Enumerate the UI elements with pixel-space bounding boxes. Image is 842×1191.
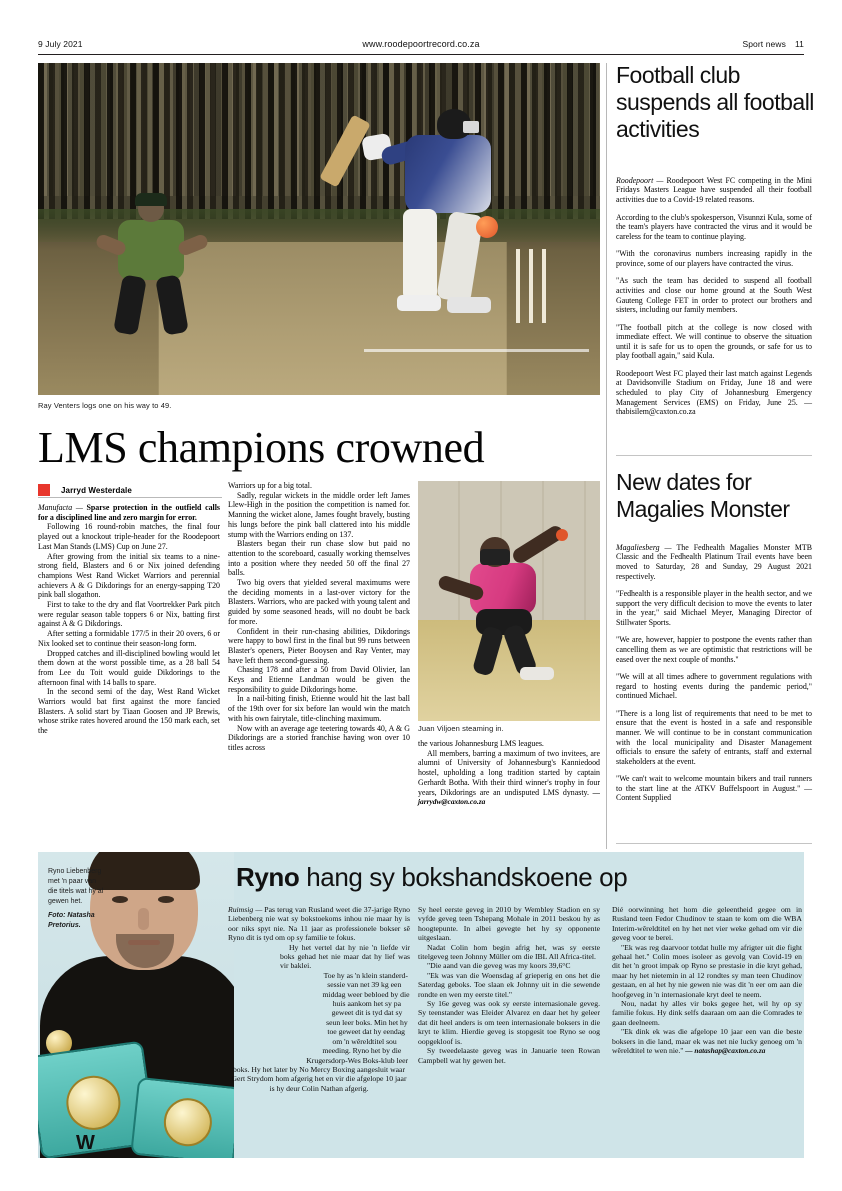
photo-batsman-figure	[341, 109, 531, 359]
paragraph: "Ek was van die Woensdag af grieperig en ons het die Saterdag geboks. Toe slaan ek Johnny uit in die sewende rondte en wen my eerste titel."	[418, 970, 600, 999]
ryno-column-1	[228, 905, 410, 1093]
paragraph: Dié oorwinning het hom die geleentheid gegee om in Rusland teen Fedor Chudinov te staan te kom om die WBA Interim-wêreldtitel en hy het net vier weke gehad om vir die geveg voor te berei.	[612, 905, 802, 943]
paragraph: Sy tweedelaaste geveg was in Januarie teen Rowan Campbell wat hy gewen het.	[418, 1046, 600, 1065]
paragraph: "We are, however, happier to postpone the events rather than cancelling them as we are optimistic that restrictions will be eased over the next couple of months."	[616, 635, 812, 664]
article-column-1	[38, 503, 220, 736]
paragraph: Warriors up for a big total.	[228, 481, 312, 490]
article-column-3	[418, 739, 600, 807]
ryno-photo-hair	[88, 852, 200, 890]
photo-stumps	[516, 249, 550, 323]
paragraph: After setting a formidable 177/5 in their 20 overs, 6 or Nix looked set to continue their season-long form.	[38, 629, 220, 648]
photo-fielder-figure	[94, 196, 214, 361]
page-masthead	[38, 33, 804, 55]
paragraph: Following 16 round-robin matches, the final four played out a knockout triple-header for the Roodepoort Last Man Stands (LMS) Cup on June 27.	[38, 522, 220, 551]
rail-divider	[606, 63, 607, 849]
masthead-rule	[38, 54, 804, 55]
cricket-bowler-photo	[418, 481, 600, 721]
championship-belt-2	[130, 1077, 234, 1158]
ryno-headline	[236, 862, 716, 892]
photo-cricket-ball	[476, 216, 498, 238]
paragraph: Roodepoort — Roodepoort West FC competing in the Mini Fridays Masters League have suspended all their football activities due to a Covid-19 related reasons.	[616, 175, 812, 205]
rail-separator-rule-2	[616, 843, 812, 844]
dateline: Roodepoort —	[616, 175, 667, 185]
paragraph: In the second semi of the day, West Rand Wicket Warriors would bat first against the more fancied Blasters. A solid start by Tiaan Goosen and JP Brewis, whose strike rates hovered around the 150 mark each, set the	[38, 687, 220, 736]
paragraph: the various Johannesburg LMS leagues.	[418, 739, 544, 748]
paragraph: First to take to the dry and flat Voortrekker Park pitch were regular season table toppers 6 or Nix, batting first against A & G Dikdorings.	[38, 600, 220, 629]
paragraph: Toe hy as 'n klein standerd-sessie van net 39 kg een middag weer bebloed by die huis aankom het sy pa geweet dit is tyd dat sy seun leer boks. Min het hy toe geweet dat hy eendag om 'n wêreldtitel sou meeding. Ryno het by die Krugersdorp-Wes Boks-klub leer boks. Hy het later by No Mercy Boxing aangesluit waar Gert Strydom hom afgerig het en vir die afgelope 10 jaar is hy deur Colin Nathan afgerig.	[231, 970, 410, 1093]
photo-wrap-spacer-2	[280, 971, 350, 1057]
paragraph: In a nail-biting finish, Etienne would hit the last ball of the 19th over for six before Ian would win the match with his own fairytale, title-clinching maximum.	[228, 694, 410, 723]
byline-author: Jarryd Westerdale	[61, 485, 132, 495]
football-story-body	[616, 168, 812, 425]
story-signoff: — thabisilem@caxton.co.za	[616, 397, 812, 417]
photo-wrap-spacer	[228, 943, 280, 973]
rail-separator-rule	[616, 455, 812, 456]
paragraph: "With the coronavirus numbers increasing rapidly in the province, some of our players have contracted the virus.	[616, 249, 812, 268]
magalies-story-headline: New dates for Magalies Monster	[616, 469, 790, 522]
ryno-column-2	[418, 905, 600, 1065]
byline-rule	[38, 497, 222, 498]
paragraph: Magaliesberg — The Fedhealth Magalies Monster MTB Classic and the Fedhealth Platinum Trail events have been moved to Saturday, 28 and Sunday, 29 August 2021 respectively.	[616, 542, 812, 581]
paragraph: "Die aand van die geveg was my koors 39,6°C	[427, 961, 571, 971]
paragraph: Hy het vertel dat hy nie 'n liefde vir boks gehad het nie maar dat hy lief was vir baklei.	[228, 943, 410, 971]
paragraph: Blasters began their run chase slow but paid no attention to the scoreboard, casually working themselves into a position where they needed 50 off the final 27 balls.	[228, 539, 410, 578]
paragraph: Sy heel eerste geveg in 2010 by Wembley Stadion en sy vyfde geveg teen Tshepang Mohale in 2011 beskou hy as hoogtepunte. In albei gevegte het hy sy opponente uitgeslaan.	[418, 905, 600, 943]
paragraph: Nadat Colin hom begin afrig het, was sy eerste titelgeveg teen Johnny Müller om die IBL All Africa-titel.	[418, 942, 600, 962]
ryno-photo-credit: Foto: Natasha Pretorius.	[48, 912, 95, 929]
paragraph: Two big overs that yielded several maximums were the deciding moments in a last-over victory for the Blasters. Warriors, who are packed with young talent and guided by some seasoned heads, will no doubt be back for more.	[228, 578, 410, 626]
photo-bowler-figure	[424, 527, 596, 677]
cricket-batsman-photo	[38, 63, 600, 395]
paragraph: Confident in their run-chasing abilities, Dikdorings were happy to bowl first in the final but 99 runs between Blaster's openers, Pieter Booysen and Ray Venter, may have left them second-guessing.	[228, 626, 410, 665]
paragraph: Manufacta — Sparse protection in the outfield calls for a disciplined line and zero margin for error.	[38, 503, 220, 522]
ryno-photo-caption	[48, 867, 104, 931]
byline-marker-square	[38, 484, 50, 496]
masthead-website: www.roodepoortrecord.co.za	[362, 39, 480, 49]
dateline: Manufacta —	[38, 503, 87, 512]
paragraph: "We will at all times adhere to government regulations with regard to hosting events during the pandemic period," continued Michael.	[616, 672, 812, 701]
photo-crease-line	[364, 349, 589, 352]
paragraph: All members, barring a maximum of two invitees, are alumni of University of Johannesburg's Kanniedood hostel, upholding a long tradition started by captain Gerhardt Botha. With their third winner's trophy in four years, Dikdorings are an undisputed LMS dynasty. — jarrydw@caxton.co.za	[418, 748, 600, 807]
ryno-column-3	[612, 905, 802, 1056]
paragraph: Nou, nadat hy alles vir boks gegee het, wil hy op sy familie fokus. Hy dink selfs daaraan om aan die Comrades te gaan deelneem.	[612, 999, 802, 1027]
paragraph: "There is a long list of requirements that need to be met to ensure that the event is hosted in a safe and responsible manner. We will continue to be in constant communication with the local municipality and Disaster Management officials to ensure the safety of entrants, staff and external stakeholders at the event.	[616, 708, 812, 766]
football-story-headline: Football club suspends all football activities	[616, 62, 814, 142]
paragraph: Sadly, regular wickets in the middle order left James Llew-High in the position the competition is named for. Manning the wicket alone, James fought bravely, busting his lungs before the pink ball clattered into his middle stump with the Warriors ending on 137.	[228, 490, 410, 539]
paragraph: "We can't wait to welcome mountain bikers and trail runners to the start line at the ATKV Buffelspoort in August." — Content Supplied	[616, 774, 812, 803]
paragraph: After growing from the initial six teams to a nine-strong field, Blasters and 6 or Nix joined defending champions West Rand Wicket Warriors and perennial achievers A & G Dikdorings for an energy-sapping T20 pink ball slogathon.	[38, 551, 220, 600]
dateline: Ruimsig —	[228, 905, 265, 914]
paragraph: "Fedhealth is a responsible player in the health sector, and we support the very difficult decision to move the events to later in the year," said Michael Meyer, Managing Director of Stillwater Sports.	[616, 589, 812, 627]
paragraph: Dropped catches and ill-disciplined bowling would let them down at the worst possible time, as a 28 ball 54 from Lee du Toit would guide Dikdorings to the afternoon final with 14 balls to spare.	[38, 648, 220, 687]
paragraph: "The football pitch at the college is now closed with immediate effect. We will continue to observe the situation until it is safe for us to open the grounds, or safe for us to play football again," said Kula.	[616, 322, 812, 361]
cricket-photo-caption: Ray Venters logs one on his way to 49.	[38, 401, 172, 410]
paragraph: According to the club's spokesperson, Visunnzi Kula, some of the team's players have contracted the virus and it would be careless for the team to continue playing.	[616, 212, 812, 241]
paragraph: "Ek dink ek was die afgelope 10 jaar een van die beste boksers in die land, maar ek was net nie lucky genoeg om 'n wêreldtitel te wen nie." — natashap@caxton.co.za	[612, 1027, 802, 1056]
story-signoff: — Content Supplied	[616, 783, 812, 803]
story-signoff: — jarrydw@caxton.co.za	[418, 787, 600, 807]
ryno-headline-bold: Ryno	[236, 862, 300, 892]
paragraph: "Ek was reg daarvoor totdat hulle my afrigter uit die fight gehaal het." Colin moes isoleer as gevolg van Covid-19 en dit het 'n groot impak op Ryno se prestasie in die kryt gehad, maar hy het nietemin in al 12 rondtes sy man teen Chudinov gestaan, en al het hy nie gewen nie was dit 'n eer om aan die hoofgeveg in 'n internasionale kryt deel te neem.	[612, 942, 802, 999]
paragraph: Sy 16e geveg was ook sy eerste internasionale geveg. Sy teenstander was Eleider Alvarez en daar het hy geleer dat dit heel anders is om teen internasionale boksers in die kryt te klim. Hierdie geveg is stopgesit toe Ryno se oog oopgekloof is.	[418, 999, 600, 1046]
bowler-photo-caption: Juan Viljoen steaming in.	[418, 724, 504, 733]
magalies-story-body	[616, 535, 812, 811]
paragraph: Now with an average age teetering towards 40, A & G Dikdorings are a storied franchise having won over 10 titles across	[228, 723, 410, 752]
dateline: Magaliesberg —	[616, 542, 677, 552]
masthead-section: Sport news	[742, 39, 786, 49]
ryno-caption-text: Ryno Liebenberg met 'n paar van die titels wat hy al gewen het.	[48, 868, 104, 905]
page-title: LMS champions crowned	[38, 423, 485, 472]
ryno-headline-rest: hang sy bokshandskoene op	[299, 862, 628, 892]
paragraph: Roodepoort West FC played their last match against Legends at Davidsonville Stadium on Friday, June 18 and were scheduled to play City of Johannesburg Emergency Management Services (EMS) on Friday, June 25. — thabisilem@caxton.co.za	[616, 368, 812, 417]
story-signoff: — natashap@caxton.co.za	[683, 1046, 766, 1056]
paragraph: Chasing 178 and after a 50 from David Olivier, Ian Keys and Etienne Landman would be given the responsibility to guide Dikdorings home.	[228, 665, 410, 694]
masthead-page-number: 11	[794, 39, 804, 49]
article-column-2	[228, 481, 410, 753]
paragraph: "As such the team has decided to suspend all football activities and close our home ground at the South West Gauteng College FET in order to protect our brothers and sisters, including our family members.	[616, 276, 812, 315]
masthead-date: 9 July 2021	[38, 39, 83, 49]
belt-logo: W	[76, 1132, 95, 1154]
paragraph: Ruimsig — Pas terug van Rusland weet die 37-jarige Ryno Liebenberg nie wat sy bokstoekoms inhou nie maar hy is oor niks spyt nie. Na 11 jaar as professionele bokser sê Ryno dit is tyd om op sy familie te fokus.	[228, 905, 410, 943]
